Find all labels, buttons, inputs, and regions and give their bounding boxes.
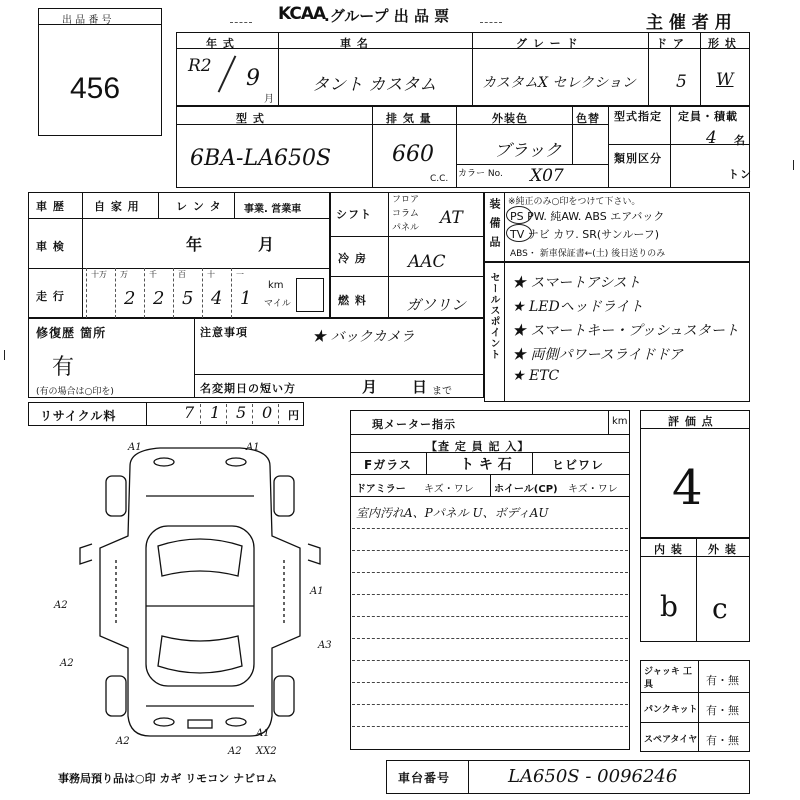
recycle-separator	[278, 404, 279, 424]
comment-line	[352, 660, 628, 661]
mark-front-right: A1	[246, 442, 260, 453]
comment-line	[352, 616, 628, 617]
mirror-value: キズ・ワレ	[424, 484, 474, 495]
history-label: 車 歴	[36, 200, 65, 213]
mark-rear-xx: XX2	[256, 746, 277, 757]
grade-value: カスタムX セレクション	[482, 75, 636, 91]
recycle-unit: 円	[288, 409, 300, 422]
brand-logo: KCAA	[278, 4, 326, 24]
exterior-color-value: ブラック	[494, 141, 562, 161]
mileage-digit: 1	[240, 288, 252, 309]
mileage-cell	[202, 268, 231, 318]
jack-label: ジャッキ 工 具	[644, 667, 692, 690]
interior-label: 内 装	[654, 543, 683, 556]
fuel-label: 燃 料	[338, 294, 367, 307]
recycle-separator	[226, 404, 227, 424]
mileage-cell	[231, 268, 260, 318]
inspection-label: 車 検	[36, 240, 65, 253]
sales-point-item: ★ LEDヘッドライト	[512, 299, 644, 315]
lot-number-label: 出 品 番 号	[62, 15, 112, 26]
inspector-comment: 室内汚れA、Pパネル U、ボディAU	[356, 506, 549, 520]
exterior-label: 外 装	[708, 543, 737, 556]
mark-right-side: A1	[310, 586, 324, 597]
comment-line	[352, 550, 628, 551]
capacity-label: 定員・積載	[678, 110, 738, 123]
repair-value: 有	[52, 355, 75, 380]
chassis-value: LA650S - 0096246	[508, 766, 678, 787]
paint-change-label: 色替	[576, 112, 600, 125]
ac-value: AAC	[408, 252, 446, 272]
sales-point-item: ★ 両側パワースライドドア	[512, 347, 683, 363]
car-damage-diagram	[54, 436, 340, 766]
recycle-separator	[200, 404, 201, 424]
crack-label: ヒビワレ	[552, 458, 605, 472]
repair-label: 修復歴 箇所	[36, 326, 107, 340]
history-rental: レ ン タ	[176, 200, 222, 213]
score-value: 4	[672, 460, 703, 516]
mileage-unit-label: 一	[236, 270, 244, 279]
comment-line	[352, 528, 628, 529]
capacity-unit: 名	[734, 134, 746, 147]
fglass-values: ト キ 石	[460, 457, 512, 473]
equipment-line-2: TV ナビ カワ. SR(サンルーフ)	[510, 228, 660, 241]
sales-point-item: ★ ETC	[512, 368, 560, 384]
mark-left-rear: A2	[60, 658, 74, 669]
recycle-digit: 0	[262, 403, 273, 422]
month-value: 9	[246, 66, 260, 91]
km-checkbox[interactable]	[296, 278, 324, 312]
jack-value: 有・無	[706, 674, 739, 687]
history-private: 自 家 用	[94, 200, 140, 213]
equipment-label: 装 備 品	[488, 198, 501, 249]
mileage-unit-label: 十万	[91, 270, 107, 279]
shift-floor: フロア	[392, 195, 420, 205]
margin-tick-left	[4, 350, 5, 360]
puncture-label: パンクキット	[644, 705, 698, 715]
mileage-cell	[86, 268, 115, 318]
cc-unit: C.C.	[430, 174, 449, 184]
shape-value: W	[716, 70, 734, 90]
type-label: 型 式	[236, 112, 265, 125]
grade-label: グ レ ー ド	[516, 37, 579, 50]
form-title: .グループ 出 品 票	[324, 7, 450, 25]
mileage-label: 走 行	[36, 290, 65, 303]
ton-unit: トン	[728, 168, 752, 181]
model-label: 車 名	[340, 37, 369, 50]
type-designation-label: 型式指定	[614, 110, 662, 123]
year-label: 年 式	[206, 37, 235, 50]
mark-right-rear: A3	[318, 640, 332, 651]
comment-line	[352, 726, 628, 727]
name-change-day: 日	[412, 378, 428, 396]
mark-rear-right: A1	[256, 728, 270, 739]
shift-panel: パネル	[392, 223, 420, 233]
dashed-mark-left	[230, 12, 252, 23]
comment-line	[352, 682, 628, 683]
name-change-label: 名変期日の短い方	[200, 382, 296, 395]
mileage-unit-label: 千	[149, 270, 157, 279]
notes-label: 注意事項	[200, 326, 248, 339]
mileage-digit: 2	[124, 288, 136, 309]
mark-left-side: A2	[54, 600, 68, 611]
month-unit: 月	[264, 94, 274, 105]
organizer-label: 主 催 者 用	[646, 13, 732, 33]
score-label: 評 価 点	[668, 415, 714, 428]
name-change-month: 月	[362, 378, 378, 396]
mileage-unit-label: 万	[120, 270, 128, 279]
recycle-label: リサイクル料	[40, 409, 117, 423]
repair-note: (有の場合は○印を)	[36, 387, 114, 397]
mark-front-left: A1	[128, 442, 142, 453]
mileage-cell	[144, 268, 173, 318]
comment-line	[352, 594, 628, 595]
puncture-value: 有・無	[706, 704, 739, 717]
year-value: R2	[188, 56, 212, 76]
fglass-label: Fガラス	[364, 458, 412, 472]
equipment-line-3: ABS・ 新車保証書←(土) 後日送りのみ	[510, 249, 666, 259]
mile-label: マイル	[264, 299, 291, 309]
name-change-until: まで	[432, 386, 452, 397]
category-label: 類別区分	[614, 152, 662, 165]
shift-value: AT	[440, 208, 463, 228]
equipment-note: ※純正のみ○印をつけて下さい。	[508, 197, 641, 207]
doors-value: 5	[676, 72, 687, 92]
comment-line	[352, 704, 628, 705]
inspection-month: 月	[258, 235, 275, 254]
capacity-value: 4	[706, 128, 717, 148]
mileage-cell	[173, 268, 202, 318]
type-value: 6BA-LA650S	[190, 146, 332, 171]
displacement-label: 排 気 量	[386, 112, 432, 125]
mileage-unit-label: 百	[178, 270, 186, 279]
mark-rear-bottom: A2	[228, 746, 242, 757]
recycle-digit: 1	[210, 403, 221, 422]
spare-label: スペアタイヤ	[644, 735, 698, 745]
model-value: タント カスタム	[312, 75, 437, 95]
mileage-digit: 4	[211, 288, 223, 309]
fuel-value: ガソリン	[406, 296, 467, 314]
recycle-digit: 7	[184, 403, 195, 422]
spare-value: 有・無	[706, 734, 739, 747]
ps-circle	[506, 206, 532, 224]
tv-circle	[506, 224, 532, 242]
sales-point-item: ★ スマートアシスト	[512, 275, 641, 291]
comment-line	[352, 572, 628, 573]
recycle-separator	[252, 404, 253, 424]
chassis-label: 車台番号	[398, 771, 451, 785]
equipment-line-1: PS PW. 純AW. ABS エアバック	[510, 210, 665, 223]
shift-label: シフト	[336, 208, 372, 221]
mark-rear-left: A2	[116, 736, 130, 747]
mileage-digit: 2	[153, 288, 165, 309]
exterior-color-label: 外装色	[492, 112, 528, 125]
ac-label: 冷 房	[338, 252, 367, 265]
margin-tick-right	[793, 160, 794, 170]
sales-points-label: セールスポイント	[488, 272, 499, 360]
color-number-value: X07	[530, 166, 564, 186]
wheel-label: ホイール(CP)	[494, 484, 558, 495]
lot-number: 456	[70, 72, 121, 105]
office-note: 事務局預り品は○印 カギ リモコン ナビロム	[58, 772, 278, 785]
shift-column: コラム	[392, 209, 419, 219]
color-number-label: カラー No.	[458, 169, 503, 179]
sales-point-item: ★ スマートキー・プッシュスタート	[512, 323, 739, 339]
meter-label: 現メーター指示	[372, 418, 456, 431]
mirror-label: ドアミラー	[356, 484, 406, 495]
interior-value: b	[660, 590, 678, 623]
history-business: 事業. 営業車	[244, 204, 302, 215]
meter-unit: km	[612, 416, 628, 427]
doors-label: ド ア	[656, 37, 685, 50]
inspector-label: 【査 定 員 記 入】	[426, 440, 530, 453]
inspection-year: 年	[186, 235, 203, 254]
comment-line	[352, 638, 628, 639]
exterior-value: c	[712, 592, 728, 625]
mileage-unit-label: 十	[207, 270, 215, 279]
displacement-value: 660	[392, 142, 434, 167]
mileage-digit: 5	[182, 288, 194, 309]
wheel-value: キズ・ワレ	[568, 484, 618, 495]
mileage-cell	[115, 268, 144, 318]
recycle-digit: 5	[236, 403, 247, 422]
shape-label: 形 状	[708, 37, 737, 50]
notes-value: ★ バックカメラ	[312, 329, 415, 345]
km-label: km	[268, 280, 284, 291]
dashed-mark-right	[480, 12, 502, 23]
